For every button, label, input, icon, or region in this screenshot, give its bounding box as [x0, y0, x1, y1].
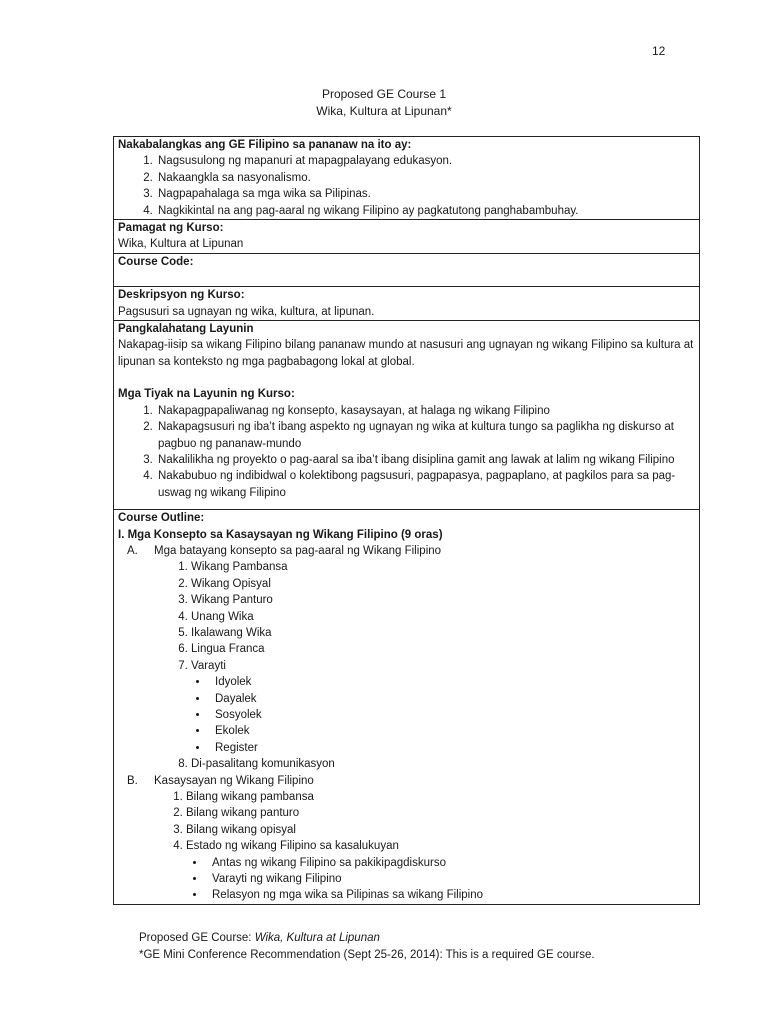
- list-item: 4. Unang Wika: [191, 609, 695, 625]
- pamagat-heading: Pamagat ng Kurso:: [118, 222, 224, 235]
- list-item: 3. Wikang Panturo: [191, 592, 695, 608]
- footnote-line-1: [139, 930, 595, 947]
- row-outline: [114, 510, 700, 905]
- page-number: 12: [652, 44, 666, 58]
- course-code-value: [118, 270, 695, 286]
- list-item: 4. Nagkikintal na ang pag-aaral ng wikang Filipino ay pagkatutong panghabambuhay.: [156, 203, 695, 219]
- list-item: 1. Nakapagpapaliwanag ng konsepto, kasaysayan, at halaga ng wikang Filipino: [156, 403, 695, 419]
- varayti-label: Varayti: [191, 659, 226, 672]
- footnote: [139, 930, 595, 964]
- list-item: 2. Nakapagsusuri ng iba’t ibang aspekto ng ugnayan ng wika at kultura tungo sa paglikha ng diskurso at pagbuo ng pananaw-mundo: [156, 419, 695, 452]
- list-item: 2. Nakaangkla sa nasyonalismo.: [156, 170, 695, 186]
- list-item: 5. Ikalawang Wika: [191, 625, 695, 641]
- row-framework: [114, 137, 700, 220]
- course-table: [113, 136, 700, 905]
- bullet-item: • Register: [209, 740, 695, 756]
- section-marker: A.: [127, 544, 138, 557]
- bullet-item: • Idyolek: [209, 674, 695, 690]
- bullet-item: • Antas ng wikang Filipino sa pakikipagdiskurso: [206, 855, 695, 871]
- list-item: 1. Nagsusulong ng mapanuri at mapagpalayang edukasyon.: [156, 153, 695, 169]
- bullet-item: • Varayti ng wikang Filipino: [206, 871, 695, 887]
- list-item: 3. Bilang wikang opisyal: [186, 822, 695, 838]
- course-code-heading: Course Code:: [118, 255, 194, 268]
- estado-label: Estado ng wikang Filipino sa kasalukuyan: [186, 840, 399, 853]
- pamagat-value: Wika, Kultura at Lipunan: [118, 238, 244, 251]
- section-a: [127, 543, 695, 773]
- list-item-estado: [186, 838, 695, 904]
- list-item: 2. Wikang Opisyal: [191, 576, 695, 592]
- list-item: 1. Bilang wikang pambansa: [186, 789, 695, 805]
- list-item: 4. Nakabubuo ng indibidwal o kolektibong pagsusuri, pagpapasya, pagpaplano, at pagkilos para sa pag-uswag ng wikang Filipino: [156, 468, 695, 501]
- section-label: Mga batayang konsepto sa pag-aaral ng Wikang Filipino: [154, 544, 442, 557]
- list-item: 8. Di-pasalitang komunikasyon: [191, 756, 695, 772]
- deskripsyon-value: Pagsusuri sa ugnayan ng wika, kultura, at lipunan.: [118, 305, 375, 318]
- footnote-line-2: *GE Mini Conference Recommendation (Sept 25-26, 2014): This is a required GE course.: [139, 949, 595, 961]
- estado-bullets: [186, 855, 695, 904]
- title-line-2: Wika, Kultura at Lipunan*: [316, 104, 452, 118]
- footnote-prefix: Proposed GE Course:: [139, 932, 255, 944]
- title-line-1: Proposed GE Course 1: [321, 87, 447, 101]
- footnote-course-name: Wika, Kultura at Lipunan: [254, 932, 380, 944]
- tiyak-list: [118, 403, 695, 501]
- row-course-code: [114, 253, 700, 286]
- bullet-item: • Sosyolek: [209, 707, 695, 723]
- spacer: [118, 501, 695, 509]
- outline-sections: [118, 543, 695, 904]
- row-layunin: [114, 321, 700, 510]
- varayti-bullets: [191, 674, 695, 756]
- section-a-list: [154, 559, 695, 772]
- framework-list: [118, 153, 695, 219]
- layunin-text: Nakapag-iisip sa wikang Filipino bilang pananaw mundo at nasusuri ang ugnayan ng wikang Filipino sa kultura at lipunan sa konteksto ng mga pagbabagong lokal at global.: [118, 339, 694, 368]
- section-b: [127, 773, 695, 904]
- tiyak-heading: Mga Tiyak na Layunin ng Kurso:: [118, 388, 295, 401]
- spacer: [118, 370, 695, 386]
- bullet-item: • Relasyon ng mga wika sa Pilipinas sa wikang Filipino: [206, 887, 695, 903]
- bullet-item: • Ekolek: [209, 723, 695, 739]
- list-item: 6. Lingua Franca: [191, 641, 695, 657]
- section-label: Kasaysayan ng Wikang Filipino: [154, 774, 314, 787]
- row-deskripsyon: [114, 287, 700, 321]
- section-marker: B.: [127, 774, 138, 787]
- list-item-varayti: [191, 658, 695, 756]
- section-b-list: [154, 789, 695, 904]
- layunin-heading: Pangkalahatang Layunin: [118, 323, 254, 336]
- bullet-item: • Dayalek: [209, 691, 695, 707]
- framework-heading: Nakabalangkas ang GE Filipino sa pananaw na ito ay:: [118, 139, 412, 151]
- list-item: 1. Wikang Pambansa: [191, 559, 695, 575]
- unit-title: I. Mga Konsepto sa Kasaysayan ng Wikang Filipino (9 oras): [118, 528, 443, 541]
- row-pamagat: [114, 220, 700, 254]
- list-item: 2. Bilang wikang panturo: [186, 805, 695, 821]
- list-item: 3. Nakalilikha ng proyekto o pag-aaral sa iba’t ibang disiplina gamit ang lawak at lalim ng wikang Filipino: [156, 452, 695, 468]
- outline-heading: Course Outline:: [118, 512, 205, 525]
- deskripsyon-heading: Deskripsyon ng Kurso:: [118, 289, 245, 302]
- document-title: [0, 86, 768, 120]
- list-item: 3. Nagpapahalaga sa mga wika sa Pilipinas.: [156, 186, 695, 202]
